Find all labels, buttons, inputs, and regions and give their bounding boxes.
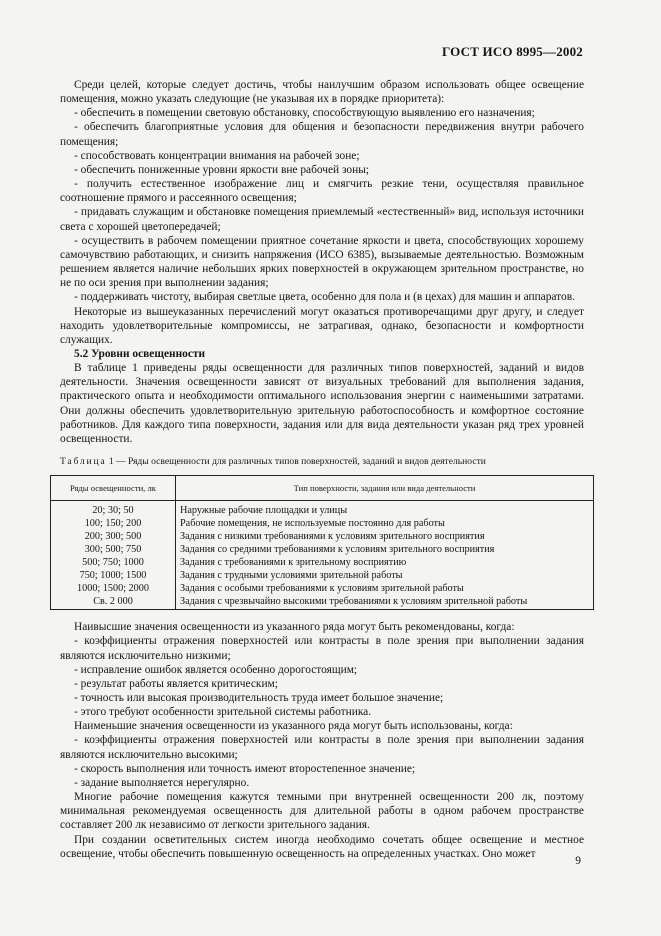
list-item: - придавать служащим и обстановке помещения приемлемый «естественный» вид, используя источники света с хорошей цветопередачей; <box>60 206 584 233</box>
table-cell: 750; 1000; 1500 <box>51 569 176 582</box>
list-item: - получить естественное изображение лиц и смягчить резкие тени, осуществляя правильное соотношение прямого и рассеянного освещения; <box>60 178 584 205</box>
paragraph: Наивысшие значения освещенности из указанного ряда могут быть рекомендованы, когда: <box>74 621 515 634</box>
column-header: Ряды освещенности, лк <box>51 476 176 501</box>
paragraph: Наименьшие значения освещенности из указанного ряда могут быть использованы, когда: <box>74 720 513 733</box>
list-item: - способствовать концентрации внимания на рабочей зоне; <box>74 149 360 162</box>
page-number: 9 <box>575 855 581 867</box>
table-row <box>51 530 594 543</box>
list-item: - этого требуют особенности зрительной системы работника. <box>74 706 372 719</box>
paragraph: Среди целей, которые следует достичь, чтобы наилучшим образом использовать общее освещение помещения, можно указать следующие (не указывая их в порядке приоритета): <box>60 79 584 106</box>
paragraph: В таблице 1 приведены ряды освещенности для различных типов поверхностей, заданий и видов деятельности. Значения освещенности зависят от визуальных требований для выполнения задания, практического опыта и необходимости оптимального использования энергии с наименьшими затратами. Они должны обеспечить удовлетворительную зрительную работоспособность и комфортное состояние работников. Для каждого типа поверхности, задания или для вида деятельности указан ряд трех уровней освещенности. <box>60 362 584 445</box>
table-cell: 500; 750; 1000 <box>51 556 176 569</box>
list-item: - исправление ошибок является особенно дорогостоящим; <box>74 663 358 676</box>
table-caption-label: Таблица <box>60 456 107 468</box>
table-row <box>51 517 594 530</box>
list-item: - обеспечить в помещении световую обстановку, способствующую выявлению его назначения; <box>74 107 535 120</box>
table-row <box>51 582 594 595</box>
table-cell: Задания с чрезвычайно высокими требованиями к условиям зрительной работы <box>176 595 594 610</box>
list-item: - осуществить в рабочем помещении приятное сочетание яркости и цвета, способствующих хорошему самочувствию работающих, и снизить напряжения (ИСО 6385), вызываемые деятельностью. Возможным решением является наличие небольших ярких поверхностей в окружающем зрительном пространстве, но не по оси зрения при выполнении задания; <box>60 234 584 290</box>
table-cell: Задания с особыми требованиями к условиям зрительной работы <box>176 582 594 595</box>
table-row <box>51 543 594 556</box>
table-cell: Рабочие помещения, не используемые постоянно для работы <box>176 517 594 530</box>
paragraph: Многие рабочие помещения кажутся темными при внутренней освещенности 200 лк, поэтому минимальная рекомендуемая освещенность для длительной работы в одном рабочем пространстве составляет 200 лк независимо от легкости зрительного задания. <box>60 791 584 832</box>
document-header: ГОСТ ИСО 8995—2002 <box>442 44 583 59</box>
section-title: 5.2 Уровни освещенности <box>74 347 206 360</box>
illuminance-table <box>50 475 594 610</box>
table-row <box>51 595 594 610</box>
table-cell: 100; 150; 200 <box>51 517 176 530</box>
list-item: - обеспечить благоприятные условия для общения и безопасности передвижения внутри рабочего помещения; <box>60 121 584 148</box>
table-cell: Задания со средними требованиями к условиям зрительного восприятия <box>176 543 594 556</box>
table-cell: 200; 300; 500 <box>51 530 176 543</box>
list-item: - обеспечить пониженные уровни яркости вне рабочей зоны; <box>74 163 370 176</box>
table-cell: Задания с требованиями к зрительному восприятию <box>176 556 594 569</box>
table-caption-text: 1 — Ряды освещенности для различных типов поверхностей, заданий и видов деятельности <box>106 456 486 468</box>
list-item: - поддерживать чистоту, выбирая светлые цвета, особенно для пола и (в цехах) для машин и аппаратов. <box>74 291 575 304</box>
document-body <box>60 78 584 861</box>
table-row <box>51 556 594 569</box>
paragraph: Некоторые из вышеуказанных перечислений могут оказаться противоречащими друг другу, и следует находить удовлетворительные компромиссы, не затрагивая, однако, безопасности и комфортности служащих. <box>60 305 584 346</box>
table-caption <box>60 455 584 469</box>
table-cell: Задания с низкими требованиями к условиям зрительного восприятия <box>176 530 594 543</box>
list-item: - задание выполняется нерегулярно. <box>74 776 250 789</box>
list-item: - коэффициенты отражения поверхностей или контрасты в поле зрения при выполнении задания являются исключительно высокими; <box>60 734 584 761</box>
column-header: Тип поверхности, задания или вида деятельности <box>176 476 594 501</box>
text-after-table <box>60 620 584 861</box>
table-cell: 300; 500; 750 <box>51 543 176 556</box>
list-item: - результат работы является критическим; <box>74 677 278 690</box>
table-row <box>51 569 594 582</box>
paragraph: При создании осветительных систем иногда необходимо сочетать общее освещение и местное освещение, чтобы обеспечить повышенную освещенность на определенных участках. Оно может <box>60 833 584 860</box>
table-row <box>51 501 594 518</box>
table-cell: 20; 30; 50 <box>51 501 176 518</box>
list-item: - скорость выполнения или точность имеют второстепенное значение; <box>74 762 416 775</box>
table-cell: Наружные рабочие площадки и улицы <box>176 501 594 518</box>
list-item: - точность или высокая производительность труда имеет большое значение; <box>74 692 444 704</box>
table-cell: Задания с трудными условиями зрительной работы <box>176 569 594 582</box>
table-cell: 1000; 1500; 2000 <box>51 582 176 595</box>
list-item: - коэффициенты отражения поверхностей или контрасты в поле зрения при выполнении задания являются исключительно низкими; <box>60 635 584 662</box>
table-cell: Св. 2 000 <box>51 595 176 610</box>
table-header-row <box>51 476 594 501</box>
